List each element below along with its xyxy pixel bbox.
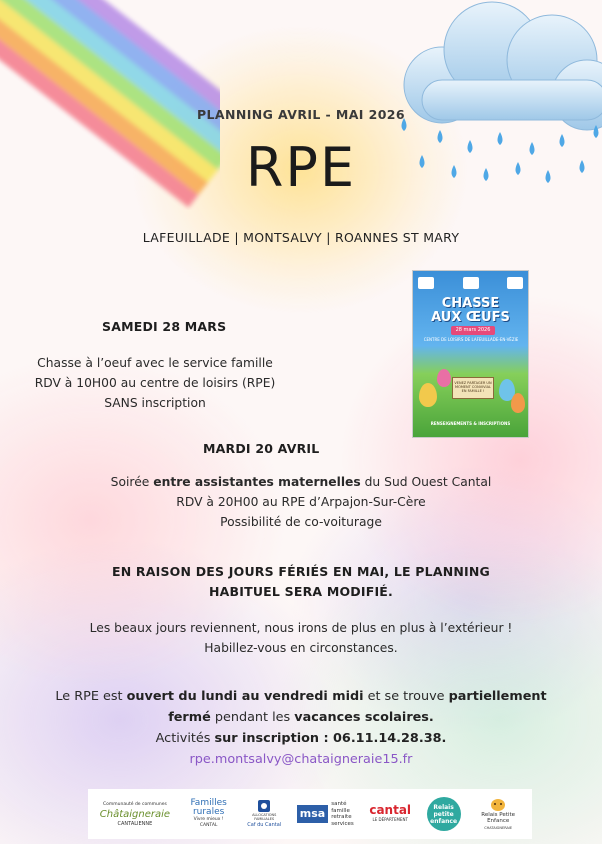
caf-logo xyxy=(247,799,281,829)
page-title: RPE xyxy=(245,136,357,199)
event-line xyxy=(0,472,602,492)
info-text-bold: ouvert du lundi au vendredi midi xyxy=(126,689,364,704)
notice-line: EN RAISON DES JOURS FÉRIÉS EN MAI, LE PLANNING xyxy=(111,564,491,579)
poster-logo xyxy=(507,277,523,289)
familles-rurales-logo xyxy=(186,799,232,829)
poster-bottom-text: RENSEIGNEMENTS & INSCRIPTIONS xyxy=(430,421,511,426)
event-title-mardi: MARDI 20 AVRIL xyxy=(203,441,320,456)
planning-heading: PLANNING AVRIL - MAI 2026 xyxy=(197,107,405,122)
logo-text: CANTALIENNE xyxy=(117,820,153,827)
poster-logo xyxy=(463,277,479,289)
weather-note xyxy=(0,618,602,658)
logo-text: CHATAIGNERAIE xyxy=(484,826,513,830)
event-text-bold: entre assistantes maternelles xyxy=(153,475,361,489)
event-text: Soirée xyxy=(110,475,154,489)
egg-icon xyxy=(419,383,437,407)
cantal-logo xyxy=(369,802,412,824)
logo-text: cantal xyxy=(369,802,412,817)
event-title-samedi: SAMEDI 28 MARS xyxy=(102,319,227,334)
opening-info xyxy=(0,686,602,770)
egg-icon xyxy=(511,393,525,413)
event-text: du Sud Ouest Cantal xyxy=(360,475,492,489)
easter-egg-hunt-poster xyxy=(412,270,529,438)
info-text: pendant les xyxy=(210,710,295,725)
partner-logos xyxy=(88,789,532,839)
event-line: RDV à 20H00 au RPE d’Arpajon-Sur-Cère xyxy=(176,495,426,509)
info-text-bold: partiellement xyxy=(448,689,547,704)
poster-title xyxy=(413,297,528,325)
info-line xyxy=(0,686,602,707)
phone-number[interactable]: sur inscription : 06.11.14.28.38. xyxy=(214,731,447,746)
poster-logos xyxy=(418,277,523,293)
info-text-bold: fermé xyxy=(168,710,211,725)
poster-location: CENTRE DE LOISIRS DE LAFEUILLADE-EN-VÉZIE xyxy=(423,337,519,342)
relais-petite-enfance-logo xyxy=(476,796,520,832)
logo-text: famille xyxy=(331,807,350,814)
egg-icon xyxy=(437,369,451,387)
logo-text: santé xyxy=(331,801,347,807)
relais-badge-logo: Relais petite enfance xyxy=(427,797,461,831)
note-line: Les beaux jours reviennent, nous irons de plus en plus à l’extérieur ! xyxy=(89,621,513,635)
info-text-bold: vacances scolaires. xyxy=(294,710,434,725)
event-line: SANS inscription xyxy=(104,396,206,410)
logo-text: Communauté de communes xyxy=(103,801,167,807)
info-text: et se trouve xyxy=(363,689,449,704)
note-line: Habillez-vous en circonstances. xyxy=(204,641,398,655)
logo-text: Châtaigneraie xyxy=(99,808,171,820)
info-line xyxy=(0,749,602,770)
logo-text: services xyxy=(331,820,354,827)
poster-date: 28 mars 2026 xyxy=(451,326,495,335)
info-line xyxy=(0,728,602,749)
poster-logo xyxy=(418,277,434,289)
event-line: Chasse à l’oeuf avec le service famille xyxy=(37,356,273,370)
poster-title-line: AUX ŒUFS xyxy=(431,310,510,325)
locations-line: LAFEUILLADE | MONTSALVY | ROANNES ST MARY xyxy=(142,230,460,245)
logo-text: retraite xyxy=(331,814,352,820)
logo-text: LE DÉPARTEMENT xyxy=(372,816,408,822)
giraffe-icon xyxy=(489,796,507,812)
logo-text: Familles rurales xyxy=(190,798,227,817)
info-line xyxy=(0,707,602,728)
event-details-samedi xyxy=(0,353,310,413)
info-text: Le RPE est xyxy=(55,689,127,704)
logo-text: Caf du Cantal xyxy=(247,822,282,828)
msa-logo xyxy=(297,801,354,827)
poster-sign: VENEZ PARTAGER UN MOMENT CONVIVIAL EN FAMILLE ! xyxy=(452,377,494,399)
chataigneraie-logo xyxy=(100,801,170,828)
logo-text: Vivre mieux ! CANTAL xyxy=(193,817,224,828)
logo-text: ALLOCATIONS FAMILIALES xyxy=(252,813,277,821)
holiday-notice xyxy=(0,562,602,602)
logo-text: Relais Petite Enfance xyxy=(481,812,516,824)
poster-title-line: CHASSE xyxy=(441,296,500,311)
event-line: Possibilité de co-voiturage xyxy=(220,515,382,529)
notice-line: HABITUEL SERA MODIFIÉ. xyxy=(208,584,393,599)
info-text: Activités xyxy=(155,731,215,746)
caf-icon xyxy=(257,799,271,813)
logo-text: msa xyxy=(297,805,328,823)
event-details-mardi xyxy=(0,472,602,532)
email-link[interactable]: rpe.montsalvy@chataigneraie15.fr xyxy=(189,752,413,767)
event-line: RDV à 10H00 au centre de loisirs (RPE) xyxy=(34,376,276,390)
